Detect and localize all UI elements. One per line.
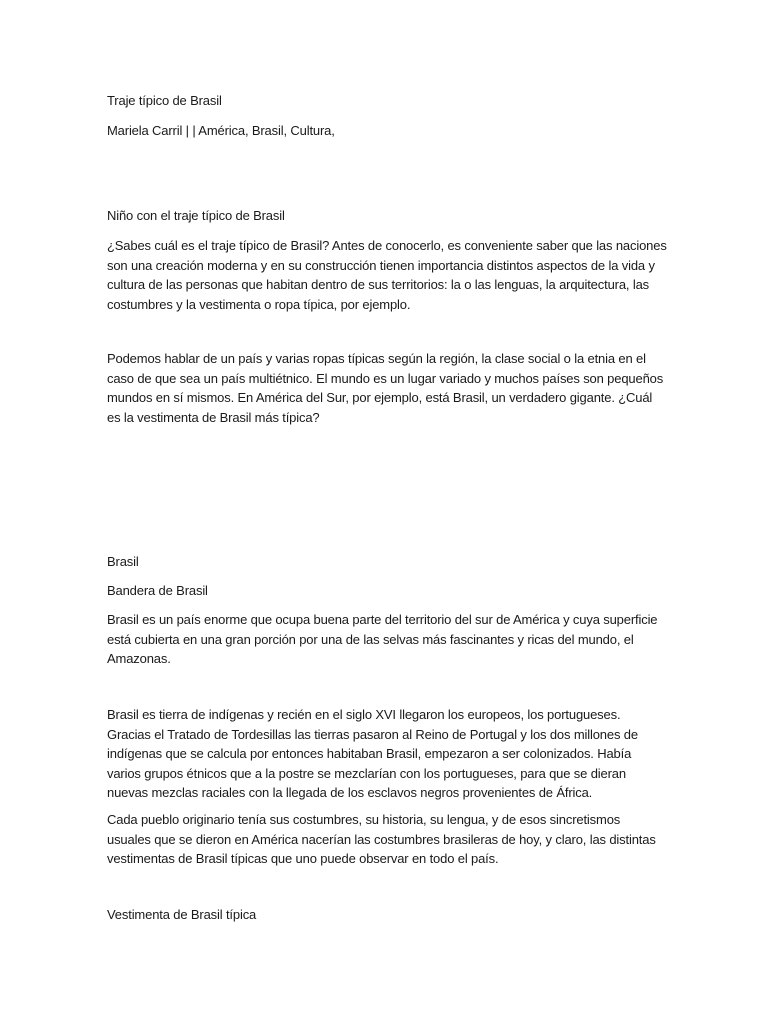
paragraph-intro: ¿Sabes cuál es el traje típico de Brasil? Antes de conocerlo, es conveniente saber que las naciones son una creación moderna y en su construcción tienen importancia distintos aspectos de la vida y cultura de las personas que habitan dentro de sus territorios: la o las lenguas, la arquitectura, las costumbres y la vestimenta o ropa típica, por ejemplo. [107, 238, 667, 312]
paragraph-geography: Brasil es un país enorme que ocupa buena parte del territorio del sur de América y cuya superficie está cubierta en una gran porción por una de las selvas más fascinantes y ricas del mundo, el Amazonas. [107, 612, 658, 666]
byline: Mariela Carril | | América, Brasil, Cultura, [107, 123, 335, 138]
image-caption-child: Niño con el traje típico de Brasil [107, 208, 285, 223]
image-caption-flag: Bandera de Brasil [107, 583, 208, 598]
paragraph-customs: Cada pueblo originario tenía sus costumbres, su historia, su lengua, y de esos sincretismos usuales que se dieron en América nacerían las costumbres brasileras de hoy, y claro, las distintas vestimentas de Brasil típicas que uno puede observar en todo el país. [107, 812, 656, 866]
section-heading-brasil: Brasil [107, 554, 139, 569]
section-heading-vestimenta: Vestimenta de Brasil típica [107, 907, 257, 922]
paragraph-history: Brasil es tierra de indígenas y recién en el siglo XVI llegaron los europeos, los portugueses. Gracias el Tratado de Tordesillas las tierras pasaron al Reino de Portugal y los dos millones de indígenas que se calcula por entonces habitaban Brasil, empezaron a ser colonizados. Había varios grupos étnicos que a la postre se mezclarían con los portugueses, para que se dieran nuevas mezclas raciales con la llegada de los esclavos negros provenientes de África. [107, 707, 638, 800]
paragraph-regions: Podemos hablar de un país y varias ropas típicas según la región, la clase social o la etnia en el caso de que sea un país multiétnico. El mundo es un lugar variado y muchos países son pequeños mundos en sí mismos. En América del Sur, por ejemplo, está Brasil, un verdadero gigante. ¿Cuál es la vestimenta de Brasil más típica? [107, 351, 664, 425]
document-title: Traje típico de Brasil [107, 93, 222, 108]
